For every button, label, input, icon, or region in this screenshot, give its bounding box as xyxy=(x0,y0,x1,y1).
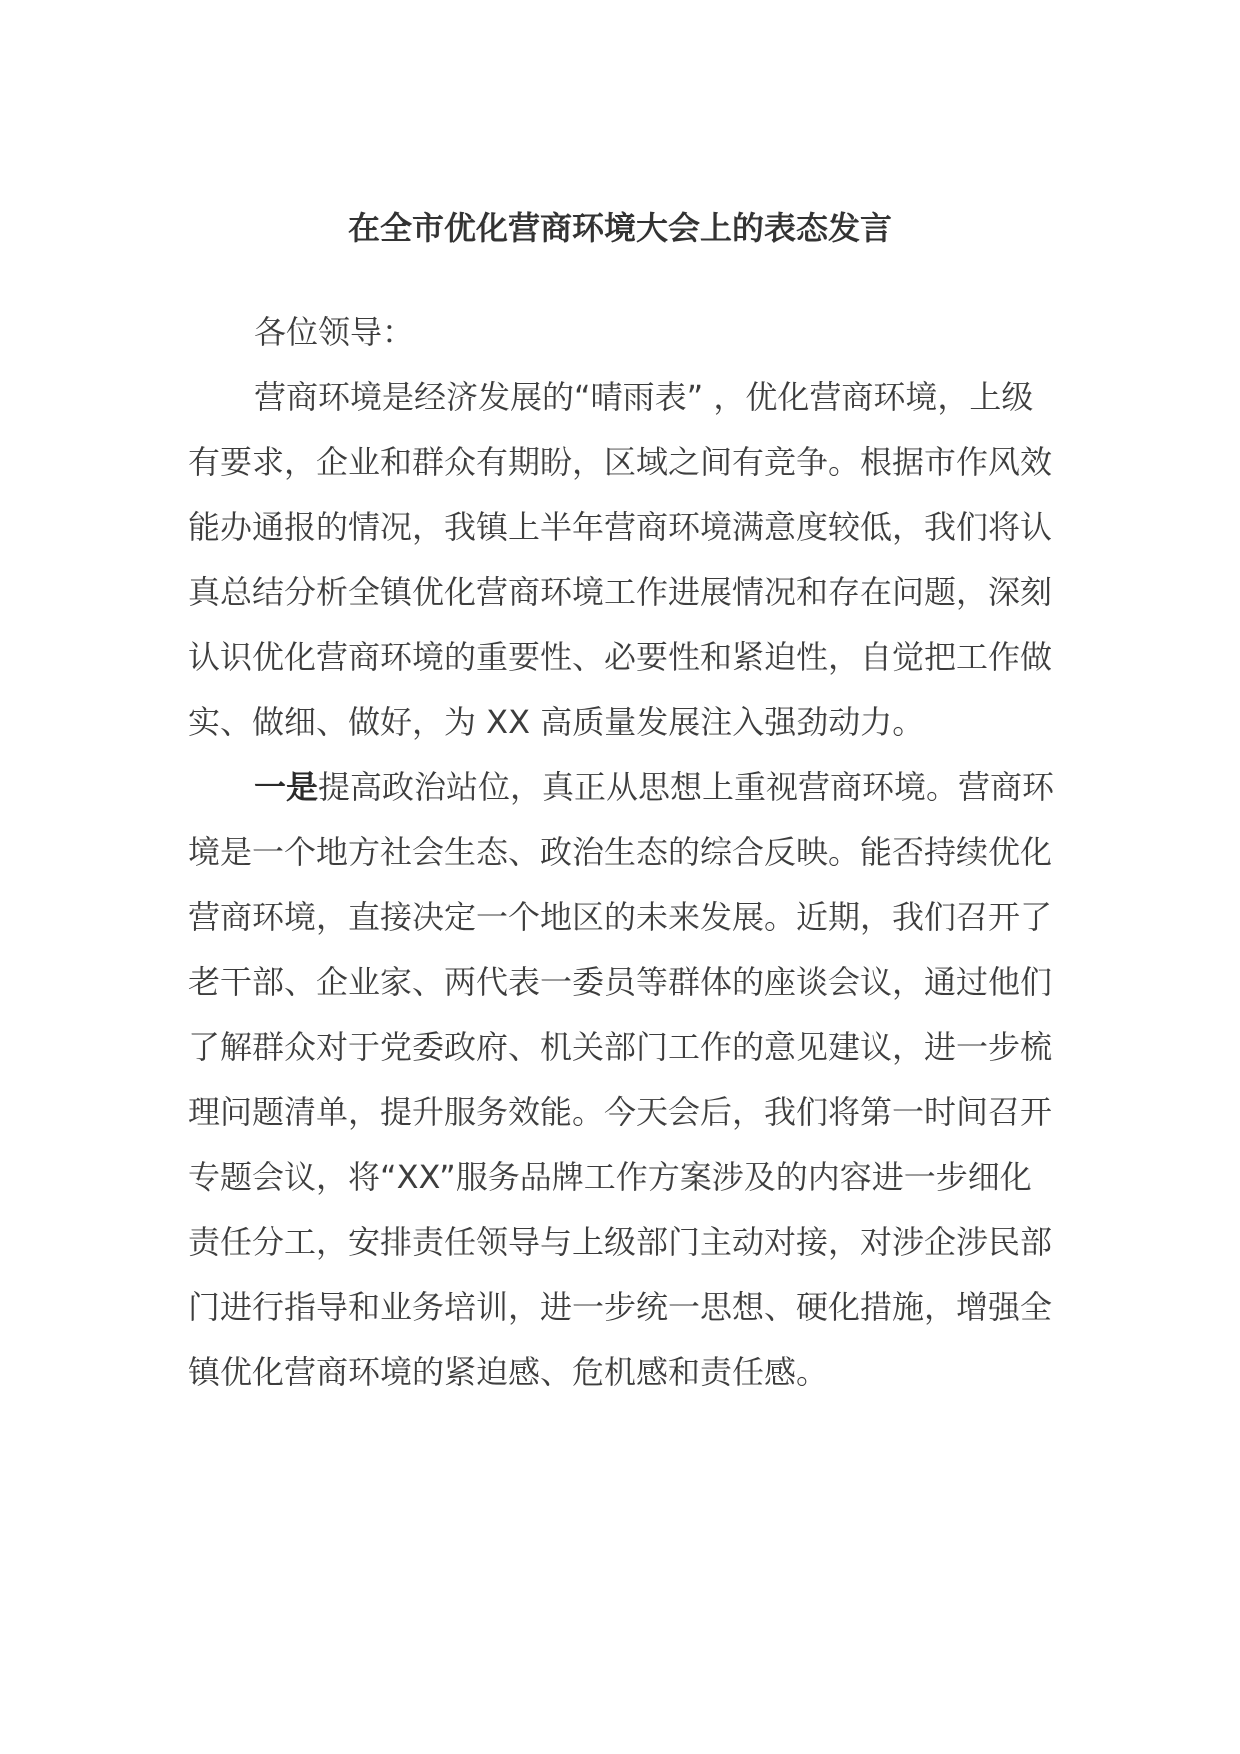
paragraph-text: 提高政治站位，真正从思想上重视营商环境。营商环境是一个地方社会生态、政治生态的综合反映。能否持续优化营商环境，直接决定一个地区的未来发展。近期，我们召开了老干部、企业家、两代表一委员等群体的座谈会议，通过他们了解群众对于党委政府、机关部门工作的意见建议，进一步梳理问题清单，提升服务效能。今天会后，我们将第一时间召开专题会议，将“XX”服务品牌工作方案涉及的内容进一步细化责任分工，安排责任领导与上级部门主动对接，对涉企涉民部门进行指导和业务培训，进一步统一思想、硬化措施，增强全镇优化营商环境的紧迫感、危机感和责任感。 xyxy=(188,768,1055,1391)
salutation: 各位领导： xyxy=(254,313,415,351)
paragraph-point-one xyxy=(188,755,1058,1405)
paragraph-text: 营商环境是经济发展的“晴雨表” ，优化营商环境，上级有要求，企业和群众有期盼，区域之间有竞争。根据市作风效能办通报的情况，我镇上半年营商环境满意度较低，我们将认真总结分析全镇优化营商环境工作进展情况和存在问题，深刻认识优化营商环境的重要性、必要性和紧迫性，自觉把工作做实、做细、做好，为 XX 高质量发展注入强劲动力。 xyxy=(188,378,1053,741)
paragraph-lead: 一是 xyxy=(254,768,319,806)
document-body xyxy=(188,300,1058,1405)
paragraph-intro xyxy=(188,365,1058,755)
document-title: 在全市优化营商环境大会上的表态发言 xyxy=(347,209,892,247)
